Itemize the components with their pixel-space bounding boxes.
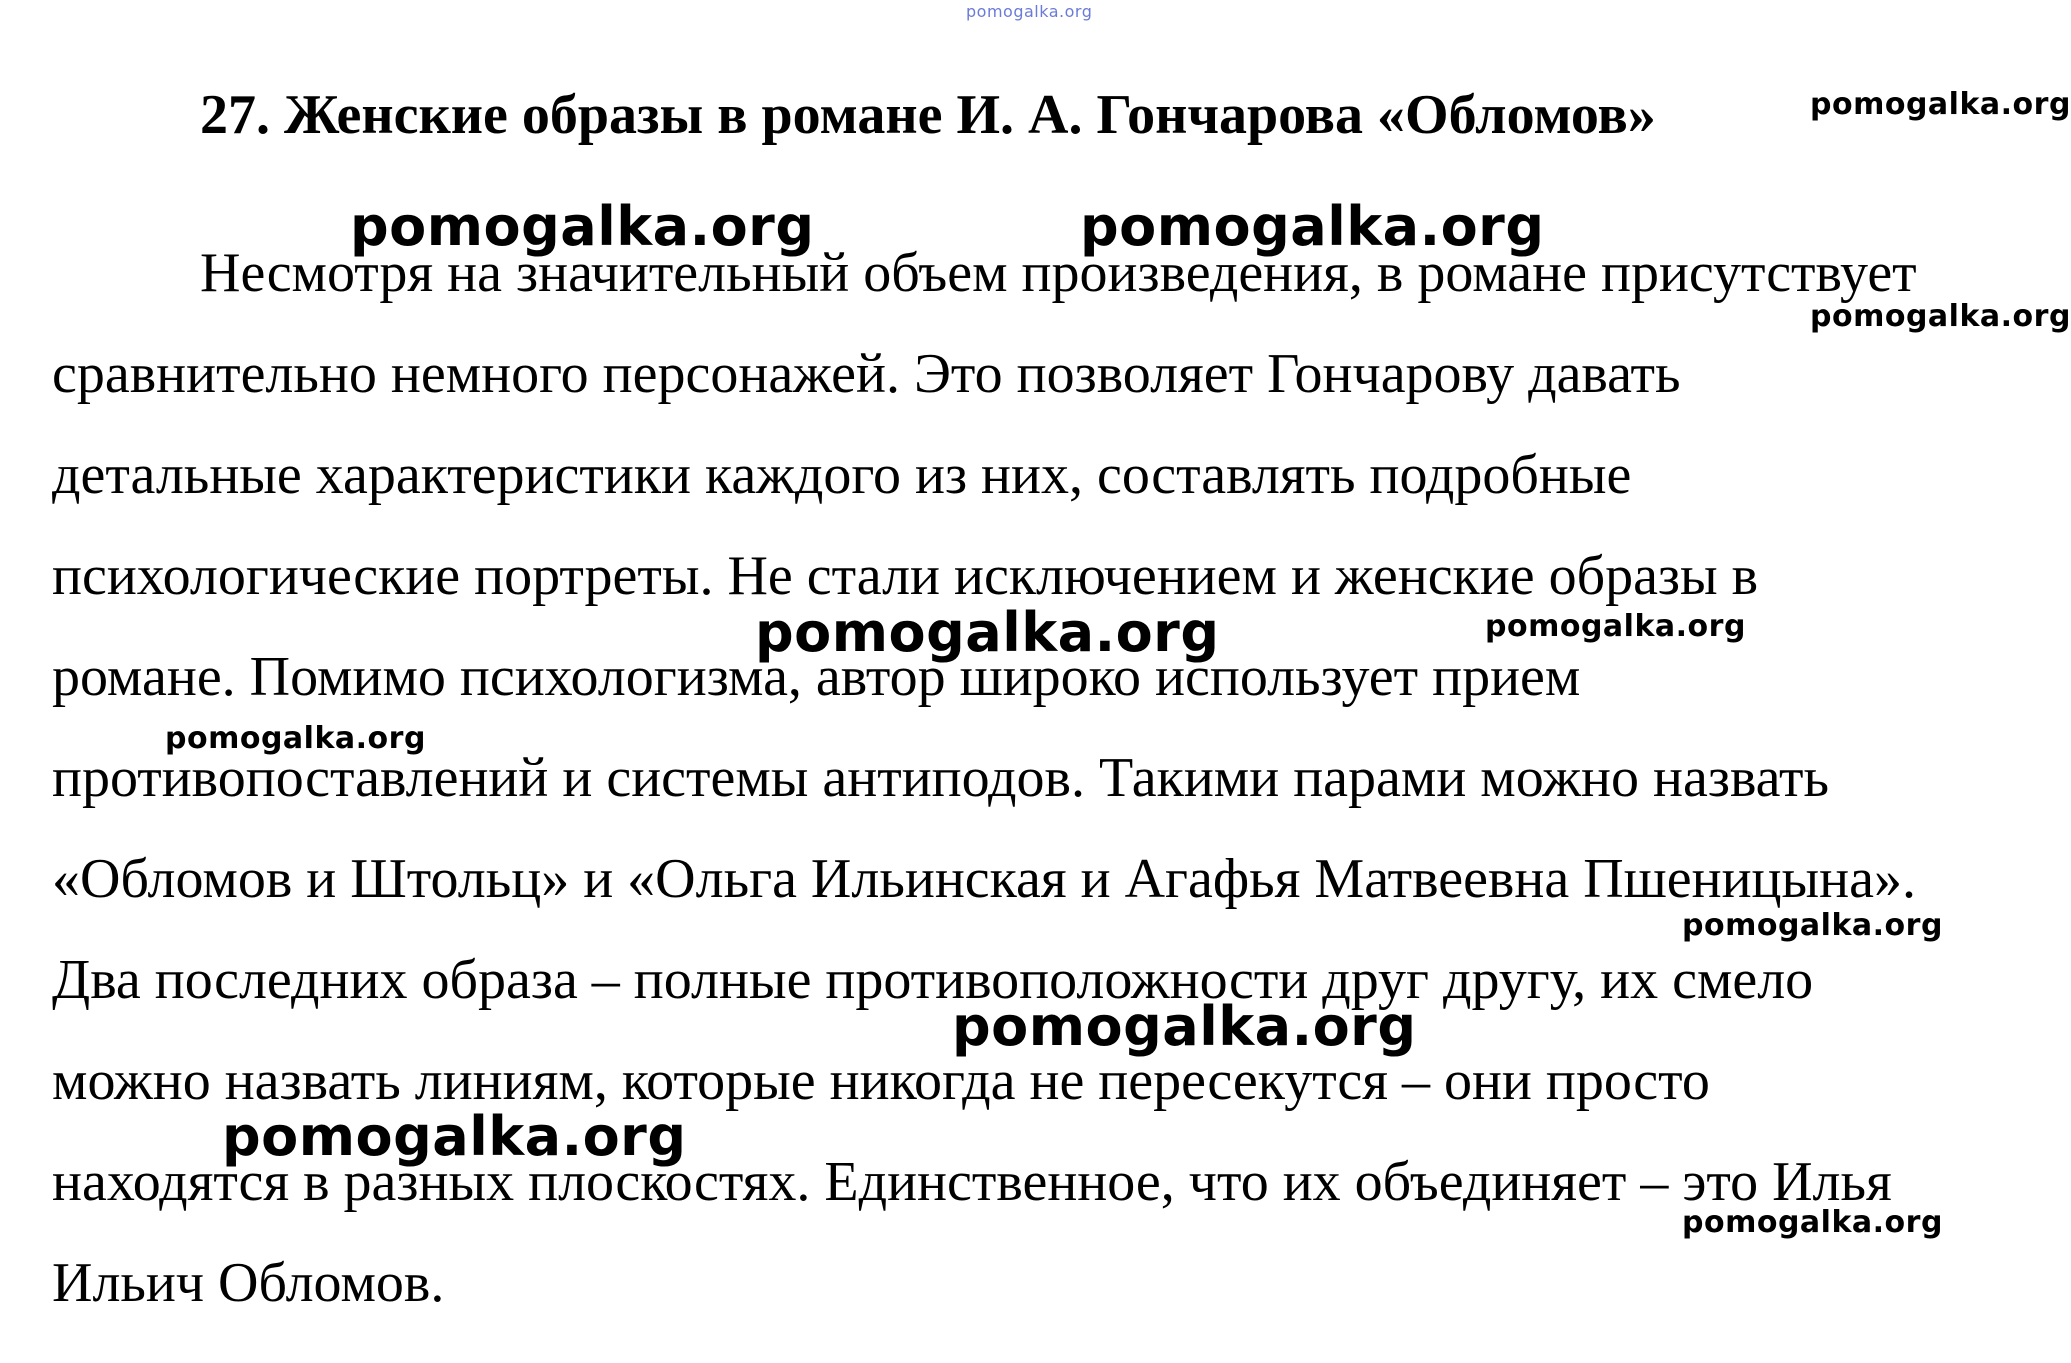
document-title: 27. Женские образы в романе И. А. Гончарова «Обломов» [200,84,1656,146]
text-line: Ильич Обломов. [52,1252,445,1314]
watermark: pomogalka.org [952,995,1417,1058]
watermark: pomogalka.org [165,721,426,756]
text-line: находятся в разных плоскостях. Единственное, что их объединяет – это Илья [52,1151,1892,1213]
header-watermark: pomogalka.org [966,2,1093,21]
text-line: «Обломов и Штольц» и «Ольга Ильинская и Агафья Матвеевна Пшеницына». [52,848,1916,910]
text-line: психологические портреты. Не стали исключением и женские образы в [52,545,1759,607]
text-line: противопоставлений и системы антиподов. Такими парами можно назвать [52,747,1830,809]
watermark: pomogalka.org [222,1105,687,1168]
watermark: pomogalka.org [1485,609,1746,644]
text-line: можно назвать линиям, которые никогда не пересекутся – они просто [52,1050,1710,1112]
watermark: pomogalka.org [1080,195,1545,258]
watermark: pomogalka.org [1682,908,1943,943]
text-line: детальные характеристики каждого из них, составлять подробные [52,444,1632,506]
text-line: Два последних образа – полные противоположности друг другу, их смело [52,949,1814,1011]
watermark: pomogalka.org [755,601,1220,664]
watermark: pomogalka.org [350,195,815,258]
text-line: сравнительно немного персонажей. Это позволяет Гончарову давать [52,343,1681,405]
text-line: Несмотря на значительный объем произведения, в романе присутствует [200,242,1917,304]
text-line: романе. Помимо психологизма, автор широко использует прием [52,646,1581,708]
watermark: pomogalka.org [1682,1205,1943,1240]
watermark: pomogalka.org [1810,87,2071,122]
watermark: pomogalka.org [1810,299,2071,334]
